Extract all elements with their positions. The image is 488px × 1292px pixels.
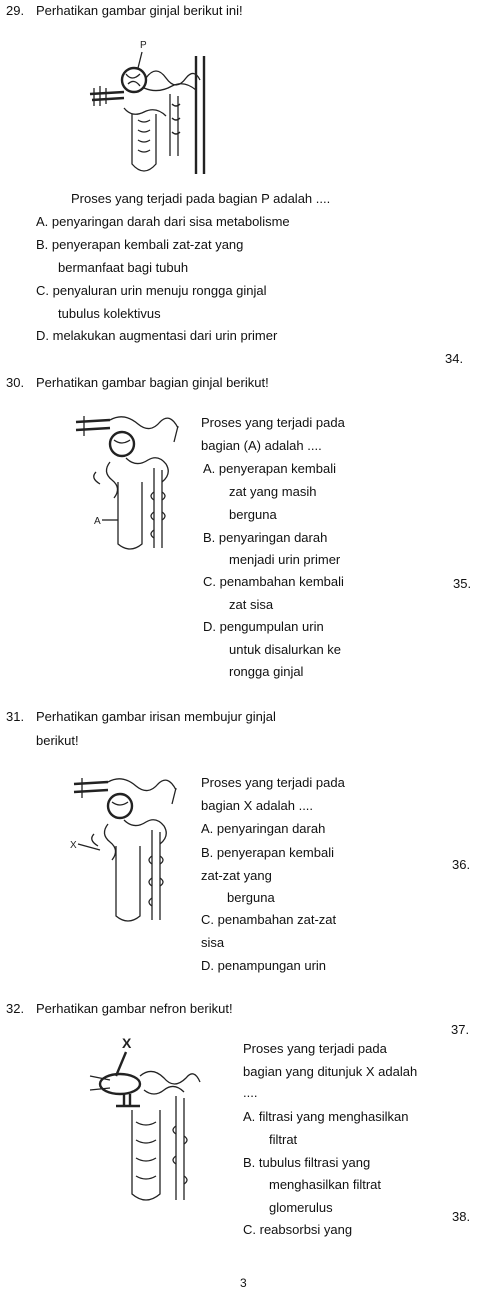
q29-option-c-cont: tubulus kolektivus	[58, 306, 161, 321]
q32-option-b-cont2: glomerulus	[269, 1200, 333, 1215]
q29-prompt: Perhatikan gambar ginjal berikut ini!	[36, 3, 243, 18]
q31-nephron-figure	[66, 770, 192, 930]
side-number-36: 36.	[452, 857, 471, 872]
q32-nephron-figure	[80, 1036, 226, 1204]
q30-number: 30.	[6, 375, 25, 390]
q30-option-a-cont: zat yang masih	[229, 484, 317, 499]
q32-option-c: C. reabsorbsi yang	[243, 1222, 353, 1237]
q29-question: Proses yang terjadi pada bagian P adalah ....	[71, 191, 331, 206]
q32-question-cont: bagian yang ditunjuk X adalah	[243, 1064, 418, 1079]
q31-question-cont: bagian X adalah ....	[201, 798, 314, 813]
q31-option-c-cont: sisa	[201, 935, 225, 950]
q31-prompt-cont: berikut!	[36, 733, 79, 748]
q29-option-c: C. penyaluran urin menuju rongga ginjal	[36, 283, 267, 298]
side-number-34: 34.	[445, 351, 464, 366]
q30-option-d-cont: untuk disalurkan ke	[229, 642, 342, 657]
q29-number: 29.	[6, 3, 25, 18]
q29-kidney-figure	[84, 34, 216, 178]
q29-figure-label: P	[140, 40, 147, 51]
side-number-38: 38.	[452, 1209, 471, 1224]
q29-option-b: B. penyerapan kembali zat-zat yang	[36, 237, 244, 252]
q32-number: 32.	[6, 1001, 25, 1016]
q29-option-b-cont: bermanfaat bagi tubuh	[58, 260, 189, 275]
q30-nephron-figure	[70, 412, 194, 554]
q30-option-a: A. penyerapan kembali	[203, 461, 336, 476]
q29-option-d: D. melakukan augmentasi dari urin primer	[36, 328, 278, 343]
side-number-37: 37.	[451, 1022, 470, 1037]
q31-option-c: C. penambahan zat-zat	[201, 912, 337, 927]
q32-option-b: B. tubulus filtrasi yang	[243, 1155, 371, 1170]
q30-figure-label: A	[94, 516, 101, 527]
q31-number: 31.	[6, 709, 25, 724]
q31-option-a: A. penyaringan darah	[201, 821, 326, 836]
q30-option-c-cont: zat sisa	[229, 597, 274, 612]
q30-question: Proses yang terjadi pada	[201, 415, 345, 430]
q31-option-d: D. penampungan urin	[201, 958, 327, 973]
q31-prompt: Perhatikan gambar irisan membujur ginjal	[36, 709, 276, 724]
q29-option-a: A. penyaringan darah dari sisa metabolisme	[36, 214, 290, 229]
q30-option-b: B. penyaringan darah	[203, 530, 328, 545]
q32-option-b-cont: menghasilkan filtrat	[269, 1177, 381, 1192]
q30-option-a-cont2: berguna	[229, 507, 277, 522]
q30-option-c: C. penambahan kembali	[203, 574, 344, 589]
q30-prompt: Perhatikan gambar bagian ginjal berikut!	[36, 375, 269, 390]
q31-figure-label: X	[70, 840, 77, 851]
q31-option-b-cont: zat-zat yang	[201, 868, 272, 883]
q30-option-d: D. pengumpulan urin	[203, 619, 324, 634]
q32-option-a-cont: filtrat	[269, 1132, 298, 1147]
side-number-35: 35.	[453, 576, 472, 591]
q30-option-d-cont2: rongga ginjal	[229, 664, 304, 679]
q31-option-b-cont2: berguna	[227, 890, 275, 905]
q32-option-a: A. filtrasi yang menghasilkan	[243, 1109, 409, 1124]
q32-prompt: Perhatikan gambar nefron berikut!	[36, 1001, 233, 1016]
q31-question: Proses yang terjadi pada	[201, 775, 345, 790]
q31-option-b: B. penyerapan kembali	[201, 845, 334, 860]
q32-question: Proses yang terjadi pada	[243, 1041, 387, 1056]
q32-figure-label: X	[122, 1036, 132, 1051]
q32-question-dots: ....	[243, 1085, 258, 1100]
page-number: 3	[240, 1276, 247, 1290]
q30-question-cont: bagian (A) adalah ....	[201, 438, 322, 453]
q30-option-b-cont: menjadi urin primer	[229, 552, 341, 567]
